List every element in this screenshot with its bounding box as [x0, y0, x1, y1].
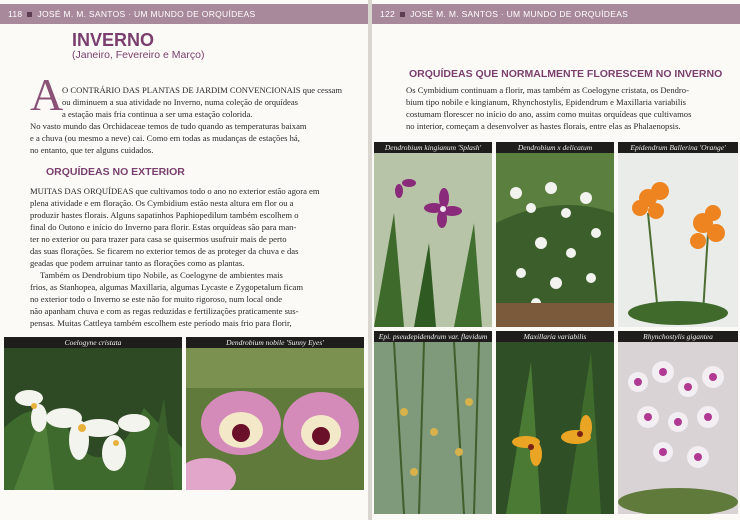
orchid-photo-coelogyne: [4, 348, 182, 490]
left-page-header: [0, 4, 368, 24]
page-number: 122: [380, 9, 396, 19]
running-head: JOSÉ M. M. SANTOS · UM MUNDO DE ORQUÍDEAS: [410, 9, 629, 19]
body-paragraph: [406, 84, 722, 132]
body-line: não apanham chuva e com as regas reduzidas e fertilizações praticamente sus-: [30, 306, 299, 316]
body-line: final do Outono e início do Inverno para florir. Estas orquídeas são para man-: [30, 222, 297, 232]
body-line: frios, as Stanhopea, algumas Maxillaria, algumas Lycaste e Zygopetalum ficam: [30, 282, 304, 292]
photo-caption: Dendrobium kingianum 'Splash': [374, 142, 492, 153]
body-line: MUITAS DAS ORQUÍDEAS que cultivamos todo o ano no exterior estão agora em: [30, 186, 320, 196]
photo-caption: Coelogyne cristata: [4, 337, 182, 348]
body-line: no interior, começam a desenvolver as hastes florais, entre elas as Phalaenopsis.: [406, 121, 681, 131]
body-line: plena atividade e em floração. Os Cymbidium estão nesta altura em flor ou a: [30, 198, 294, 208]
header-square-icon: [400, 12, 405, 17]
body-line: produzir hastes florais. Alguns sapatinhos Paphiopedilum também escolhem o: [30, 210, 299, 220]
running-head: JOSÉ M. M. SANTOS · UM MUNDO DE ORQUÍDEAS: [37, 9, 256, 19]
intro-line: O CONTRÁRIO DAS PLANTAS DE JARDIM CONVENCIONAIS que cessam: [62, 85, 343, 95]
intro-line: No vasto mundo das Orchidaceae temos de tudo quando as temperaturas baixam: [30, 121, 307, 131]
photo-caption: Epidendrum Ballerina 'Orange': [618, 142, 738, 153]
body-line: bium tipo nobile e kingianum, Rhynchostylis, Epidendrum e Maxillaria variabilis: [406, 97, 686, 107]
intro-paragraph-2: [30, 120, 350, 156]
intro-line: no entanto, que ter alguns cuidados.: [30, 145, 154, 155]
photo-caption: Dendrobium nobile 'Sunny Eyes': [186, 337, 364, 348]
orchid-photo-dendrobium-delicatum: [496, 153, 614, 327]
orchid-photo-epi-pseudepidendrum: [374, 342, 492, 514]
page-number: 118: [8, 9, 23, 19]
orchid-photo-maxillaria: [496, 342, 614, 514]
intro-paragraph: [62, 84, 350, 120]
section-heading-exterior: ORQUÍDEAS NO EXTERIOR: [46, 166, 185, 178]
left-page: [0, 0, 368, 520]
photo-caption: Epi. pseudepidendrum var. flavidum: [374, 331, 492, 342]
section-heading-winter: ORQUÍDEAS QUE NORMALMENTE FLORESCEM NO INVERNO: [409, 68, 723, 80]
intro-line: a estação mais fria continua a ser uma estação colorida.: [62, 109, 253, 119]
photo-caption: Rhynchostylis gigantea: [618, 331, 738, 342]
photo-caption: Maxillaria variabilis: [496, 331, 614, 342]
body-line: geadas que podem arruinar tanto as florações como as plantas.: [30, 258, 245, 268]
body-line: costumam florescer no início do ano, assim como muitas orquídeas que cultivamos: [406, 109, 692, 119]
photo-caption: Dendrobium x delicatum: [496, 142, 614, 153]
intro-line: e a chuva (ou mesmo a neve) cai. Como em todas as mudanças de estações há,: [30, 133, 300, 143]
header-square-icon: [27, 12, 32, 17]
body-line: das suas florações. Se ficarem no exterior temos de as proteger da chuva e das: [30, 246, 299, 256]
orchid-photo-epidendrum: [618, 153, 738, 327]
body-line: ter no exterior ou para trazer para casa se quisermos usufruir mais de perto: [30, 234, 287, 244]
chapter-title: INVERNO: [72, 30, 155, 50]
orchid-photo-rhynchostylis: [618, 342, 738, 514]
orchid-photo-dendrobium-kingianum: [374, 153, 492, 327]
intro-line: ou diminuem a sua atividade no Inverno, numa coleção de orquídeas: [62, 97, 299, 107]
body-line: Também os Dendrobium tipo Nobile, as Coelogyne de ambientes mais: [40, 270, 283, 280]
body-line: Os Cymbidium continuam a florir, mas também as Coelogyne cristata, os Dendro-: [406, 85, 689, 95]
orchid-photo-dendrobium-nobile: [186, 348, 364, 490]
body-line: pensas. Muitas Cattleya também escolhem este período mais frio para florir,: [30, 318, 292, 328]
body-paragraph: [30, 185, 350, 329]
drop-cap: A: [30, 69, 64, 120]
chapter-subtitle: (Janeiro, Fevereiro e Março): [72, 49, 205, 61]
right-page: [372, 0, 740, 520]
right-page-header: [372, 4, 740, 24]
body-line: no exterior todo o Inverno se este não for muito rigoroso, num local onde: [30, 294, 283, 304]
